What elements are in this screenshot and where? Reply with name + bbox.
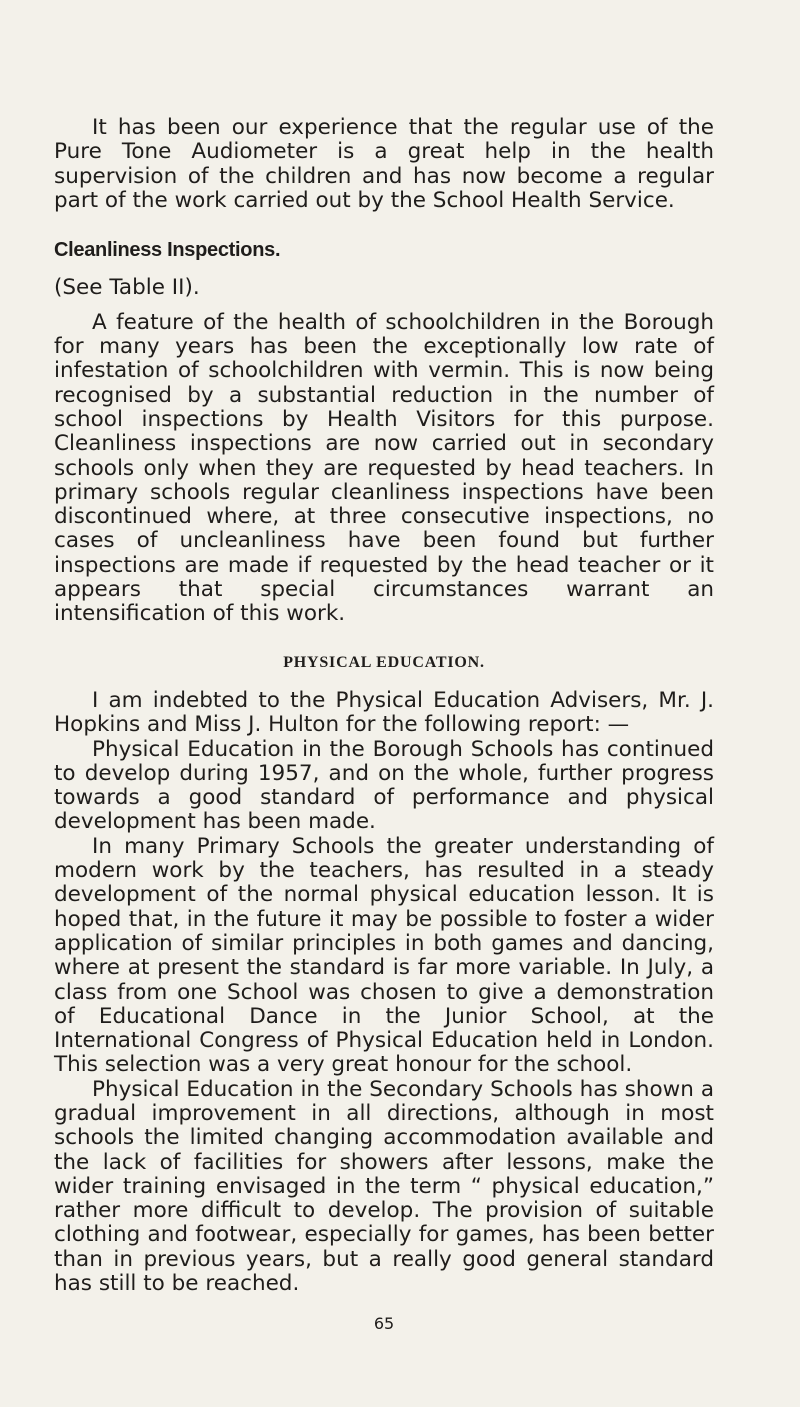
page-number: 65 (373, 1314, 395, 1334)
paragraph-pe-secondary: Physical Education in the Secondary Schools has shown a gradual improvement in all directions, although in most schools the limited changing accommodation available and the lack of facilities for showers after lessons, make the wider training envisaged in the term “ physical education,” rather more difficult to develop. The provision of suitable clothing and footwear, especially for games, has been better than in previous years, but a really good general standard has still to be reached. (54, 1076, 714, 1297)
table-reference: (See Table II). (54, 275, 200, 301)
paragraph-pe-progress: Physical Education in the Borough Schools has continued to develop during 1957, and on the whole, further progress towards a good standard of performance and physical development has been made. (54, 736, 714, 835)
paragraph-audiometer: It has been our experience that the regular use of the Pure Tone Audiometer is a great help in the health supervision of the children and has now become a regular part of the work carried out by the School Health Service. (54, 115, 714, 213)
paragraph-pe-intro: I am indebted to the Physical Education Advisers, Mr. J. Hopkins and Miss J. Hulton for the following report: — (54, 687, 714, 738)
document-page (54, 116, 714, 1337)
section-heading-physical-education: PHYSICAL EDUCATION. (283, 653, 485, 671)
section-heading-cleanliness: Cleanliness Inspections. (54, 239, 281, 262)
paragraph-cleanliness: A feature of the health of schoolchildren in the Borough for many years has been the exceptionally low rate of infestation of schoolchildren with vermin. This is now being recognised by a substantial reduction in the number of school inspections by Health Visitors for this purpose. Cleanliness inspections are now carried out in secondary schools only when they are requested by head teachers. In primary schools regular cleanliness inspections have been discontinued where, at three consecutive inspections, no cases of uncleanliness have been found but further inspections are made if requested by the head teacher or it appears that special circumstances warrant an intensification of this work. (54, 309, 714, 627)
paragraph-pe-primary: In many Primary Schools the greater understanding of modern work by the teachers, has resulted in a steady development of the normal physical education lesson. It is hoped that, in the future it may be possible to foster a wider application of similar principles in both games and dancing, where at present the standard is far more variable. In July, a class from one School was chosen to give a demonstration of Educational Dance in the Junior School, at the International Congress of Physical Education held in London. This selection was a very great honour for the school. (54, 833, 714, 1078)
